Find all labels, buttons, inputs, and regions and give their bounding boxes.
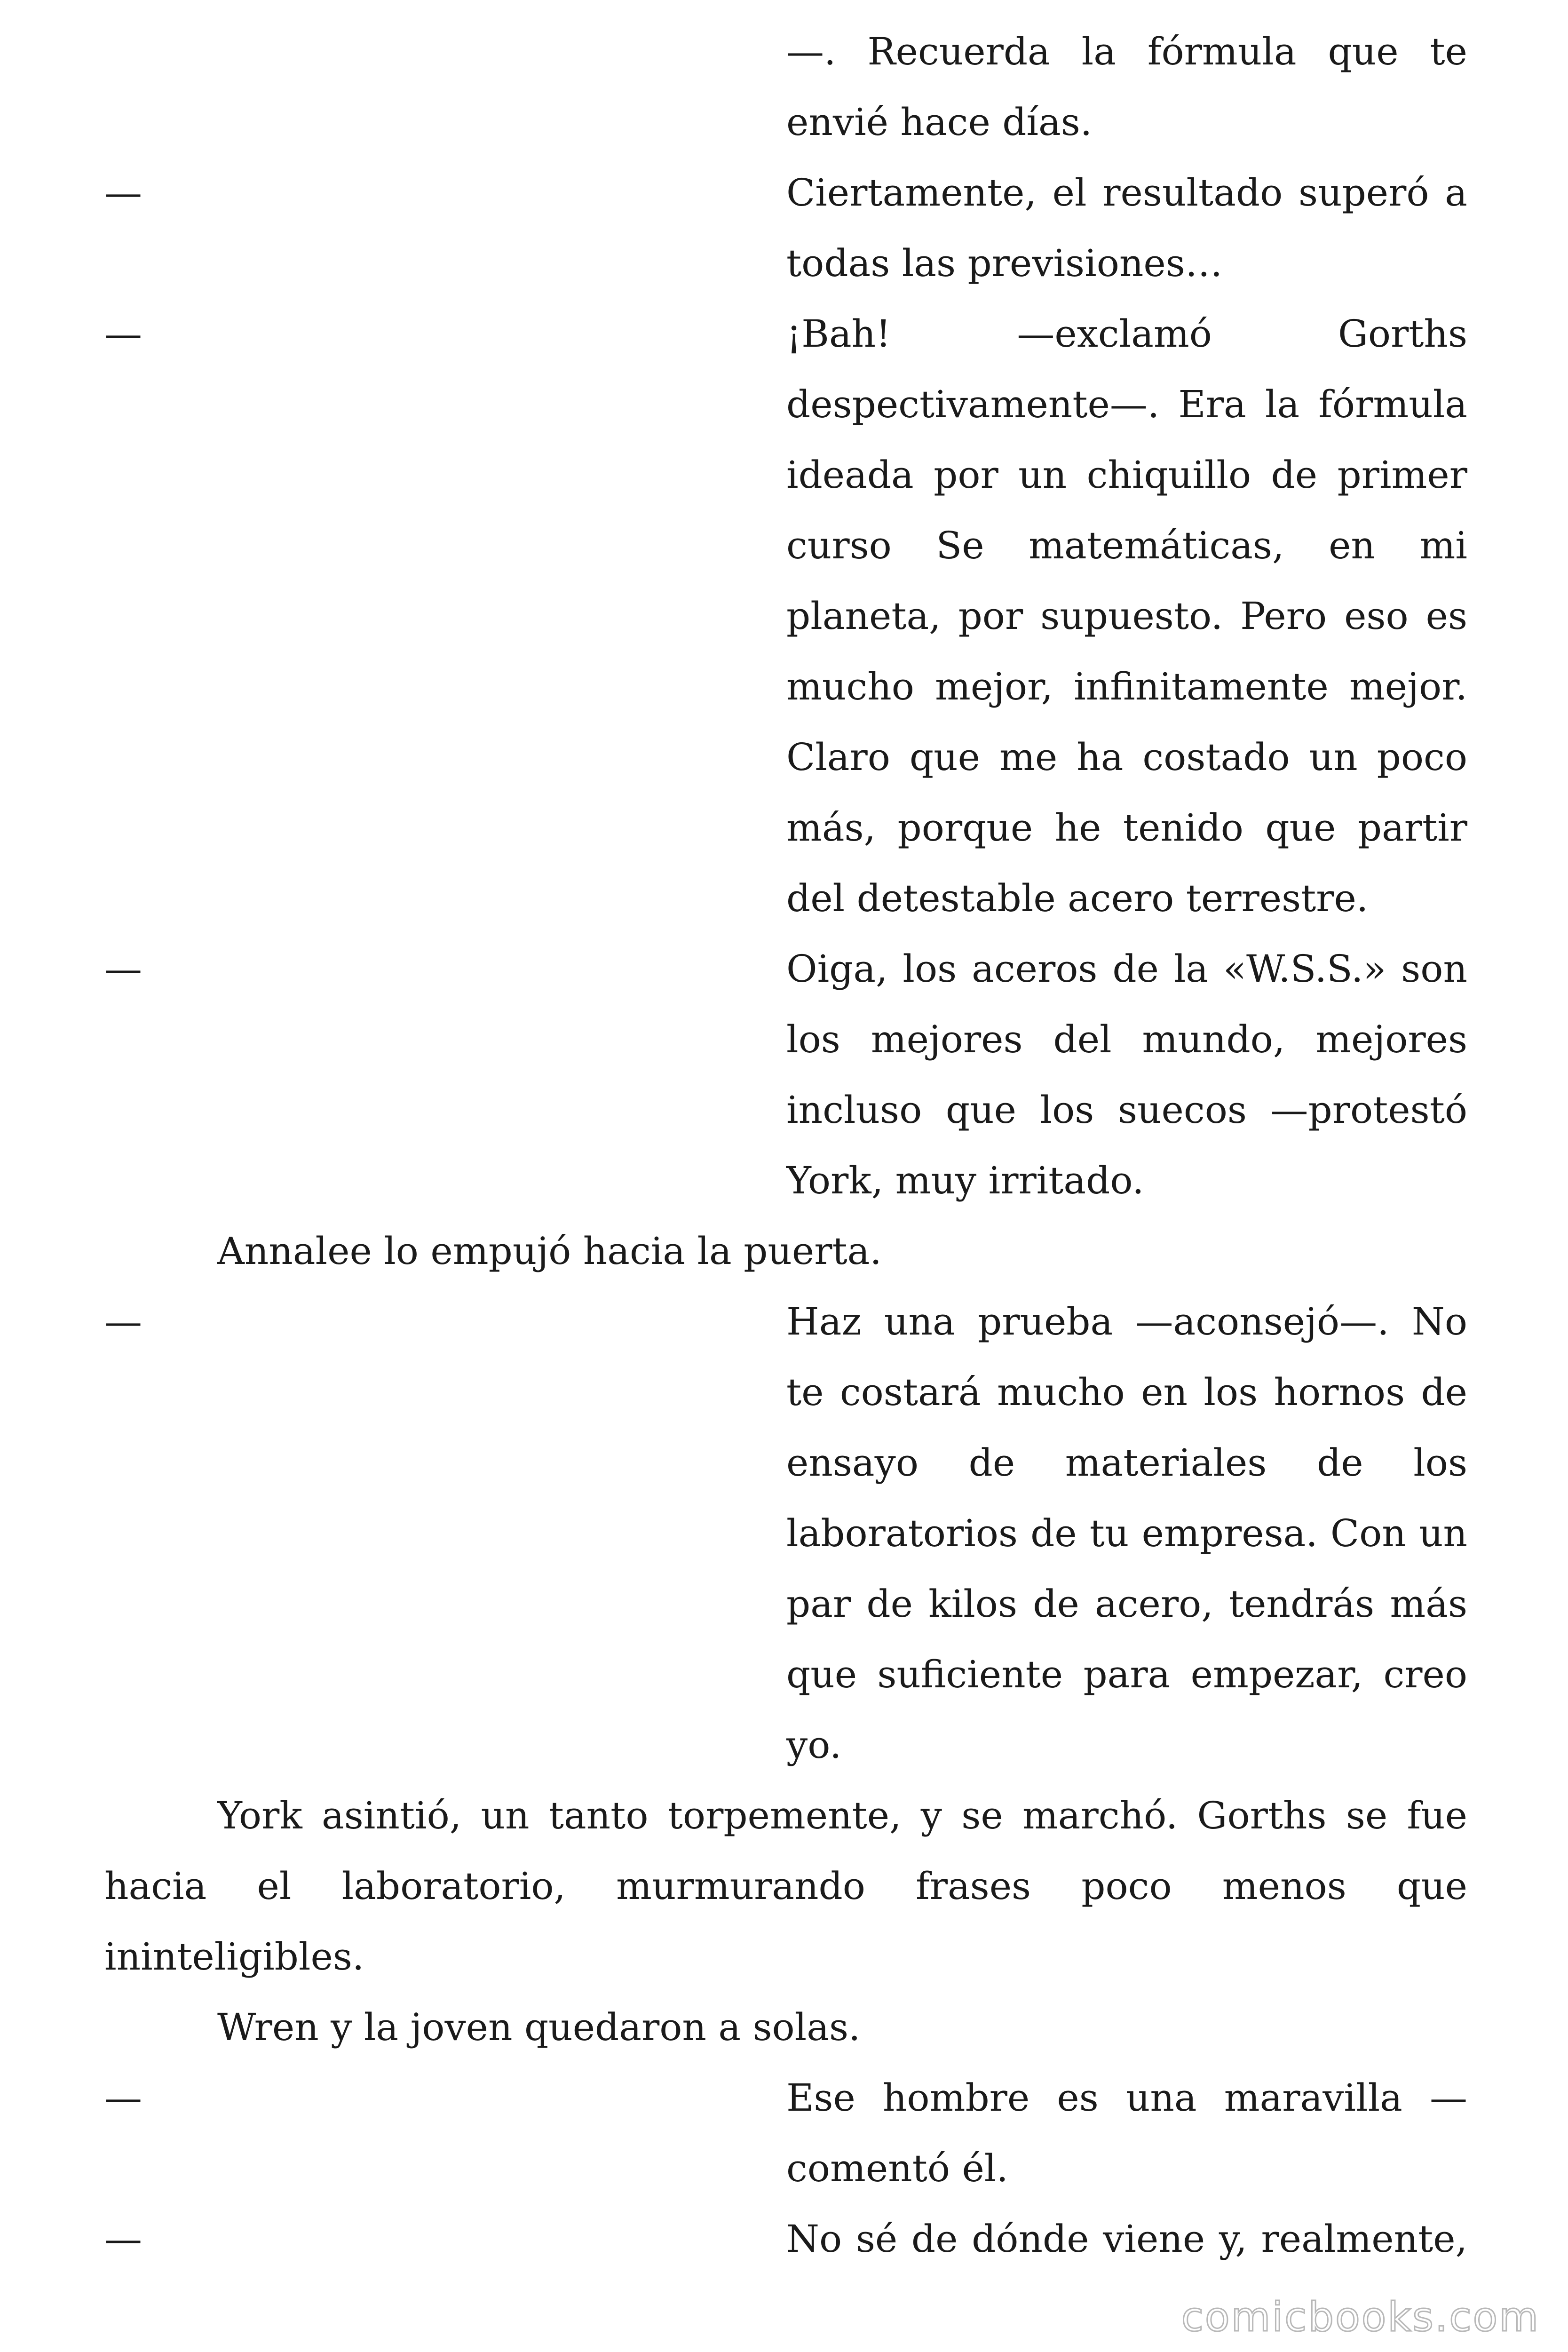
- text-line: envié hace días.: [786, 100, 1093, 144]
- text-line: curso Se matemáticas, en mi: [786, 524, 1467, 567]
- text-line: planeta, por supuesto. Pero eso es: [786, 594, 1467, 638]
- text-line: Ciertamente, el resultado superó a: [786, 171, 1467, 215]
- text-line: Oiga, los aceros de la «W.S.S.» son: [786, 947, 1467, 991]
- dialogue-dash: —: [104, 312, 142, 356]
- text-line: despectivamente—. Era la fórmula: [786, 382, 1467, 426]
- text-line: Annalee lo empujó hacia la puerta.: [217, 1229, 882, 1273]
- text-line: ininteligibles.: [104, 1935, 364, 1979]
- text-line: ensayo de materiales de los: [786, 1441, 1467, 1485]
- text-line: mucho mejor, infinitamente mejor.: [786, 665, 1467, 708]
- dialogue-dash: —: [104, 171, 142, 215]
- text-line: los mejores del mundo, mejores: [786, 1017, 1467, 1061]
- text-line: Ese hombre es una maravilla —: [786, 2076, 1467, 2120]
- text-line: par de kilos de acero, tendrás más: [786, 1582, 1467, 1626]
- watermark-logo: comicbooks.com: [1181, 2294, 1540, 2341]
- text-line: ideada por un chiquillo de primer: [786, 453, 1467, 497]
- dialogue-dash: —: [104, 1300, 142, 1343]
- text-line: te costará mucho en los hornos de: [786, 1370, 1467, 1414]
- dialogue-dash: —: [104, 947, 142, 991]
- text-line: York asintió, un tanto torpemente, y se marchó. Gorths se fue: [217, 1794, 1467, 1837]
- text-line: York, muy irritado.: [786, 1159, 1144, 1202]
- text-line: Haz una prueba —aconsejó—. No: [786, 1300, 1467, 1343]
- text-line: ¡Bah! —exclamó Gorths: [786, 312, 1467, 356]
- text-line: —. Recuerda la fórmula que te: [786, 30, 1467, 73]
- text-line: que suficiente para empezar, creo: [786, 1653, 1467, 1696]
- text-line: del detestable acero terrestre.: [786, 876, 1369, 920]
- dialogue-dash: —: [104, 2076, 142, 2120]
- text-line: hacia el laboratorio, murmurando frases poco menos que: [104, 1864, 1467, 1908]
- dialogue-dash: —: [104, 2217, 142, 2261]
- text-line: Claro que me ha costado un poco: [786, 735, 1467, 779]
- text-line: más, porque he tenido que partir: [786, 806, 1467, 850]
- text-line: comentó él.: [786, 2146, 1008, 2190]
- text-line: laboratorios de tu empresa. Con un: [786, 1511, 1467, 1555]
- text-line: incluso que los suecos —protestó: [786, 1088, 1467, 1132]
- text-line: No sé de dónde viene y, realmente,: [786, 2217, 1467, 2261]
- text-line: Wren y la joven quedaron a solas.: [217, 2005, 861, 2049]
- text-line: yo.: [786, 1723, 842, 1767]
- text-line: todas las previsiones…: [786, 241, 1223, 285]
